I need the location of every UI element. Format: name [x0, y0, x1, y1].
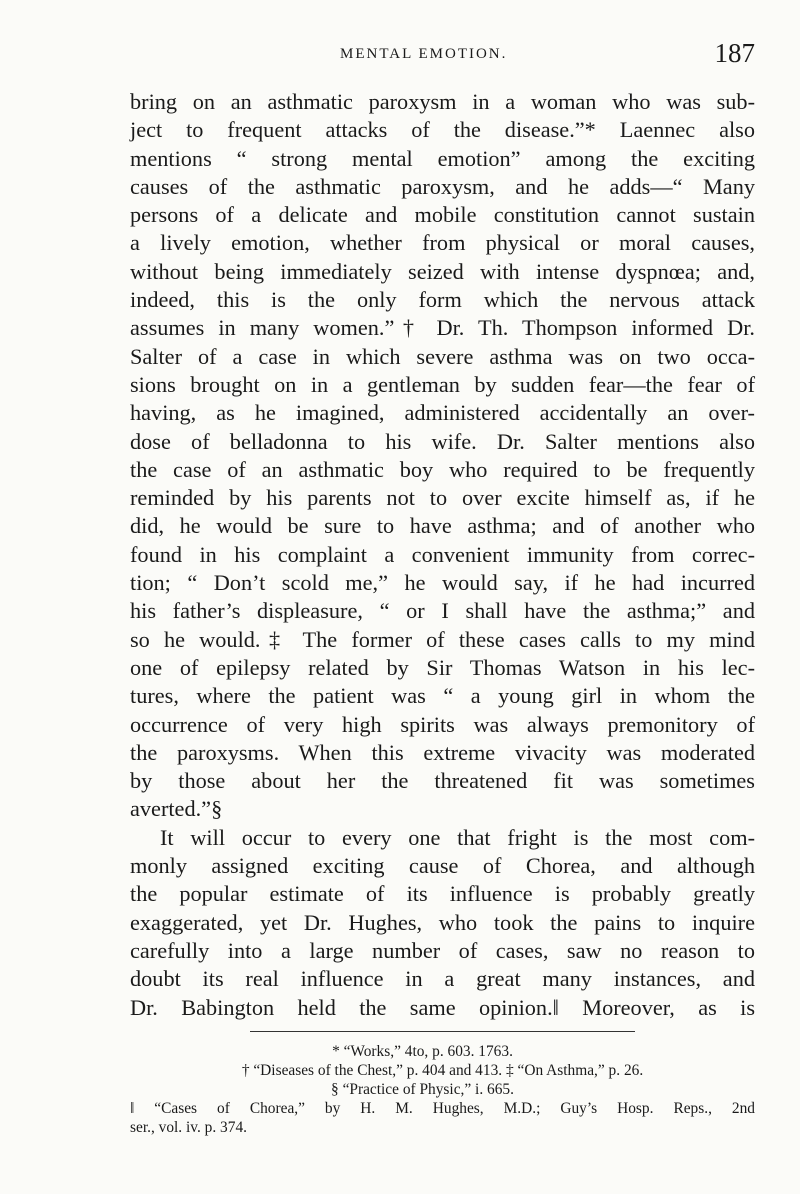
- running-title: MENTAL EMOTION.: [340, 46, 508, 62]
- text-line: carefully into a large number of cases, saw no reason to: [130, 937, 755, 963]
- footnote: ‖ “Cases of Chorea,” by H. M. Hughes, M.D.; Guy’s Hosp. Reps., 2nd: [130, 1100, 755, 1117]
- footnote: † “Diseases of the Chest,” p. 404 and 413. ‡ “On Asthma,” p. 26.: [241, 1062, 644, 1079]
- body-text: [130, 88, 755, 1022]
- footnote: § “Practice of Physic,” i. 665.: [331, 1081, 514, 1098]
- text-line: persons of a delicate and mobile constitution cannot sustain: [130, 202, 755, 228]
- text-line: the popular estimate of its influence is probably greatly: [130, 881, 755, 907]
- text-line: reminded by his parents not to over excite himself as, if he: [130, 485, 755, 511]
- text-line: so he would.‡ The former of these cases calls to my mind: [130, 626, 755, 652]
- footnote: ser., vol. iv. p. 374.: [130, 1119, 247, 1136]
- text-line: averted.”§: [130, 796, 223, 822]
- text-line: the paroxysms. When this extreme vivacity was moderated: [130, 739, 755, 765]
- footnotes: [130, 1042, 755, 1137]
- text-line: monly assigned exciting cause of Chorea, and although: [130, 853, 755, 879]
- text-line: doubt its real influence in a great many instances, and: [130, 966, 755, 992]
- footnote-divider: [250, 1031, 635, 1032]
- text-line: assumes in many women.”† Dr. Th. Thompson informed Dr.: [130, 315, 755, 341]
- text-line: his father’s displeasure, “ or I shall have the asthma;” and: [130, 598, 755, 624]
- text-line: exaggerated, yet Dr. Hughes, who took the pains to inquire: [130, 909, 755, 935]
- text-line: It will occur to every one that fright is the most com-: [160, 824, 755, 850]
- text-line: Salter of a case in which severe asthma was on two occa-: [130, 343, 755, 369]
- text-line: sions brought on in a gentleman by sudden fear—the fear of: [130, 371, 755, 397]
- text-line: the case of an asthmatic boy who required to be frequently: [130, 456, 755, 482]
- text-line: tion; “ Don’t scold me,” he would say, if he had incurred: [130, 570, 755, 596]
- text-line: by those about her the threatened fit was sometimes: [130, 768, 755, 794]
- text-line: did, he would be sure to have asthma; and of another who: [130, 513, 755, 539]
- text-line: tures, where the patient was “ a young girl in whom the: [130, 683, 755, 709]
- text-line: occurrence of very high spirits was always premonitory of: [130, 711, 755, 737]
- text-line: indeed, this is the only form which the nervous attack: [130, 287, 755, 313]
- text-line: mentions “ strong mental emotion” among the exciting: [130, 145, 755, 171]
- running-head: [130, 38, 755, 72]
- text-line: dose of belladonna to his wife. Dr. Salter mentions also: [130, 428, 755, 454]
- text-line: found in his complaint a convenient immunity from correc-: [130, 541, 755, 567]
- text-line: without being immediately seized with intense dyspnœa; and,: [130, 258, 755, 284]
- text-line: a lively emotion, whether from physical or moral causes,: [130, 230, 755, 256]
- footnote: * “Works,” 4to, p. 603. 1763.: [332, 1043, 513, 1060]
- text-line: causes of the asthmatic paroxysm, and he adds—“ Many: [130, 173, 755, 199]
- text-line: one of epilepsy related by Sir Thomas Watson in his lec-: [130, 654, 755, 680]
- page-number: 187: [714, 38, 755, 68]
- text-line: Dr. Babington held the same opinion.‖ Moreover, as is: [130, 994, 755, 1020]
- text-line: bring on an asthmatic paroxysm in a woman who was sub-: [130, 89, 755, 114]
- text-line: ject to frequent attacks of the disease.”* Laennec also: [130, 117, 755, 143]
- text-line: having, as he imagined, administered accidentally an over-: [130, 400, 755, 426]
